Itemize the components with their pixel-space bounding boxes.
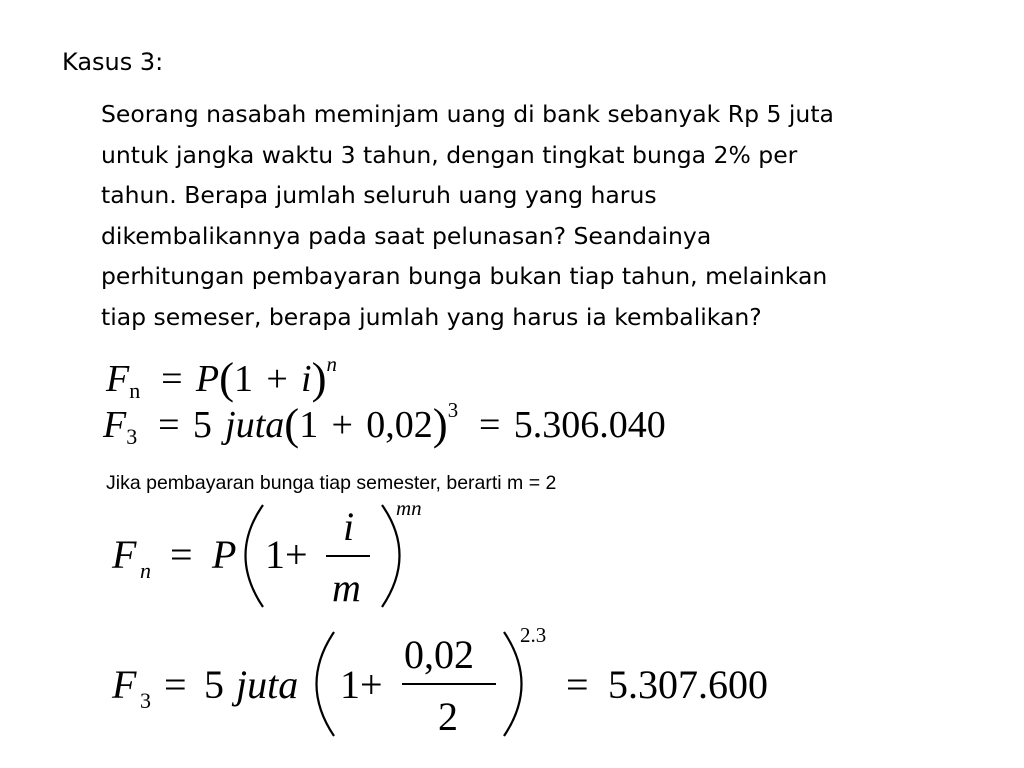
formula-result: 5.307.600 bbox=[608, 662, 768, 707]
formula-denominator: 2 bbox=[438, 694, 458, 739]
formula-close-paren bbox=[504, 632, 522, 736]
formula-subscript: n bbox=[129, 378, 141, 404]
formula-juta: juta bbox=[225, 404, 285, 446]
problem-line: tiap semeser, berapa jumlah yang harus ia kembalikan? bbox=[101, 302, 762, 331]
formula-subscript: n bbox=[140, 558, 151, 583]
compound-interest-formula bbox=[106, 352, 337, 404]
case-heading: Kasus 3: bbox=[62, 48, 164, 76]
formula-numerator: 0,02 bbox=[404, 632, 474, 677]
formula-symbol-f: F bbox=[106, 358, 130, 400]
formula-rate-value: 0,02 bbox=[366, 404, 433, 446]
formula-one-plus: 1+ bbox=[265, 532, 308, 577]
formula-five: 5 bbox=[192, 404, 212, 446]
formula-numerator: i bbox=[343, 504, 355, 549]
formula-open-paren bbox=[246, 505, 264, 607]
formula-symbol-f: F bbox=[103, 404, 127, 446]
problem-line: tahun. Berapa jumlah seluruh uang yang harus bbox=[101, 181, 657, 209]
formula-exponent: n bbox=[326, 352, 337, 377]
problem-statement bbox=[101, 94, 981, 337]
formula-open-paren: ( bbox=[219, 352, 235, 403]
formula-equals: = bbox=[479, 404, 501, 446]
formula-plus: + bbox=[331, 404, 353, 446]
problem-line: Seorang nasabah meminjam uang di bank sebanyak Rp 5 juta bbox=[101, 100, 834, 128]
formula-one-plus: 1+ bbox=[340, 662, 383, 707]
formula-exponent: 3 bbox=[447, 398, 459, 423]
formula-symbol-f: F bbox=[112, 662, 137, 707]
semester-result-equation bbox=[100, 618, 830, 744]
formula-subscript: 3 bbox=[140, 688, 151, 713]
formula-result: 5.306.040 bbox=[513, 404, 666, 446]
formula-equals: = bbox=[158, 404, 180, 446]
formula-juta: juta bbox=[236, 662, 299, 707]
formula-one: 1 bbox=[299, 404, 319, 446]
formula-denominator: m bbox=[332, 565, 361, 610]
formula-close-paren: ) bbox=[432, 398, 448, 449]
formula-rate: i bbox=[301, 358, 312, 400]
formula-plus: + bbox=[266, 358, 288, 400]
formula-open-paren bbox=[317, 632, 335, 736]
formula-open-paren: ( bbox=[284, 398, 300, 449]
formula-principal: P bbox=[212, 532, 237, 577]
problem-line: dikembalikannya pada saat pelunasan? Seandainya bbox=[101, 221, 712, 250]
semester-formula bbox=[100, 495, 460, 615]
formula-five: 5 bbox=[204, 662, 224, 707]
formula-exponent: mn bbox=[396, 496, 422, 520]
formula-subscript: 3 bbox=[126, 424, 138, 450]
formula-one: 1 bbox=[234, 358, 254, 400]
formula-close-paren: ) bbox=[311, 352, 327, 403]
formula-equals: = bbox=[170, 532, 193, 577]
semester-note: Jika pembayaran bunga tiap semester, berarti m = 2 bbox=[106, 472, 557, 494]
problem-line: untuk jangka waktu 3 tahun, dengan tingkat bunga 2% per bbox=[101, 140, 798, 169]
formula-equals: = bbox=[161, 358, 183, 400]
formula-equals: = bbox=[164, 662, 187, 707]
formula-equals: = bbox=[566, 662, 589, 707]
formula-symbol-f: F bbox=[112, 532, 137, 577]
formula-principal: P bbox=[195, 358, 220, 400]
formula-exponent: 2.3 bbox=[520, 623, 547, 647]
formula-close-paren bbox=[382, 505, 400, 607]
problem-line: perhitungan pembayaran bunga bukan tiap tahun, melainkan bbox=[101, 262, 828, 290]
annual-result-equation bbox=[103, 398, 666, 450]
